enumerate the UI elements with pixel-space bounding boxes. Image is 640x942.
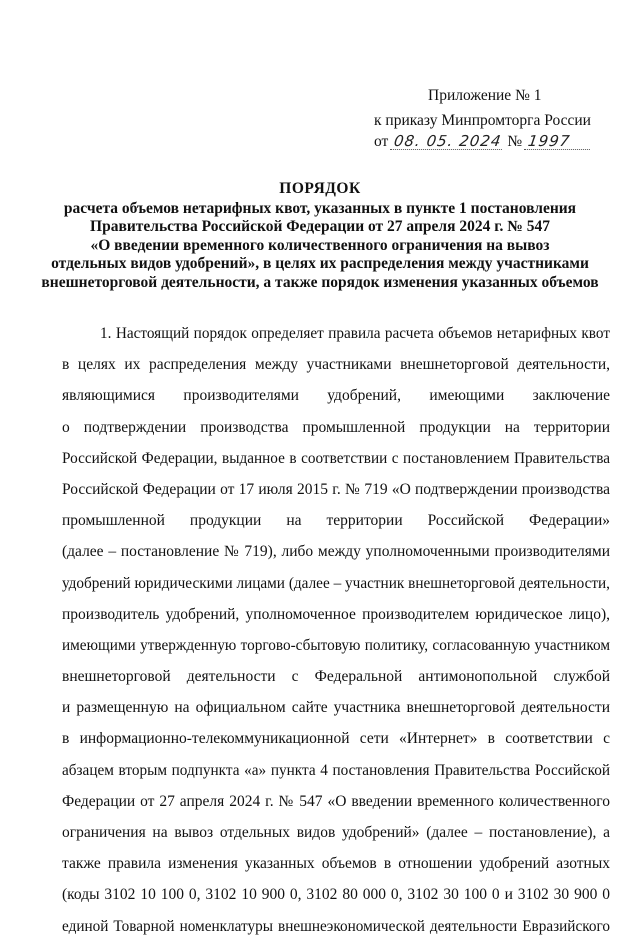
document-title-block: [40, 180, 600, 292]
body-line: промышленной продукции на территории Российской Федерации»: [62, 512, 610, 530]
handwritten-date: 08. 05. 2024: [390, 133, 504, 150]
body-line: имеющими утвержденную торгово-сбытовую политику, согласованную участником: [62, 636, 610, 654]
handwritten-number: 1997: [524, 133, 592, 150]
from-prefix: от: [374, 133, 389, 150]
title-line: отдельных видов удобрений», в целях их распределения между участниками: [51, 255, 589, 272]
body-line: также правила изменения указанных объемов в отношении удобрений азотных: [62, 855, 610, 873]
body-line: Российской Федерации от 17 июля 2015 г. № 719 «О подтверждении производства: [62, 480, 610, 498]
body-line: абзацем вторым подпункта «а» пункта 4 постановления Правительства Российской: [62, 761, 610, 779]
appendix-label: Приложение № 1: [428, 87, 542, 104]
body-line: единой Товарной номенклатуры внешнеэкономической деятельности Евразийского: [62, 917, 610, 935]
appendix-order-reference: к приказу Минпромторга России: [374, 112, 591, 129]
body-line: в информационно-телекоммуникационной сети «Интернет» в соответствии с: [62, 730, 610, 748]
title-line: «О введении временного количественного ограничения на вывоз: [90, 236, 550, 254]
body-line: о подтверждении производства промышленной продукции на территории: [62, 418, 610, 436]
body-line: (далее – постановление № 719), либо между уполномоченными производителями: [62, 543, 610, 561]
body-line: ограничения на вывоз отдельных видов удобрений» (далее – постановление), а: [62, 824, 610, 841]
appendix-block: [374, 86, 614, 152]
order-date-number-line: [374, 132, 614, 152]
document-heading: ПОРЯДОК: [279, 180, 361, 197]
body-line: и размещенную на официальном сайте участника внешнеторговой деятельности: [62, 699, 610, 717]
title-line: внешнеторговой деятельности, а также порядок изменения указанных объемов: [41, 273, 599, 291]
body-line: 1. Настоящий порядок определяет правила расчета объемов нетарифных квот: [100, 325, 610, 342]
body-line: Российской Федерации, выданное в соответствии с постановлением Правительства: [62, 449, 610, 467]
body-line: внешнеторговой деятельности с Федеральной антимонопольной службой: [62, 668, 610, 686]
body-line: (коды 3102 10 100 0, 3102 10 900 0, 3102 80 000 0, 3102 30 100 0 и 3102 30 900 0: [62, 886, 610, 904]
body-line: являющимися производителями удобрений, имеющими заключение: [62, 387, 610, 405]
body-line: Федерации от 27 апреля 2024 г. № 547 «О введении временного количественного: [62, 792, 610, 810]
title-line: расчета объемов нетарифных квот, указанных в пункте 1 постановления: [63, 199, 577, 217]
number-sign: №: [507, 133, 523, 150]
body-line: производитель удобрений, уполномоченное производителем юридическое лицо),: [62, 605, 610, 623]
body-line: в целях их распределения между участниками внешнеторговой деятельности,: [62, 356, 610, 374]
body-line: удобрений юридическими лицами (далее – участник внешнеторговой деятельности,: [62, 574, 610, 592]
body-paragraph: [62, 318, 610, 942]
title-line: Правительства Российской Федерации от 27 апреля 2024 г. № 547: [90, 218, 550, 235]
